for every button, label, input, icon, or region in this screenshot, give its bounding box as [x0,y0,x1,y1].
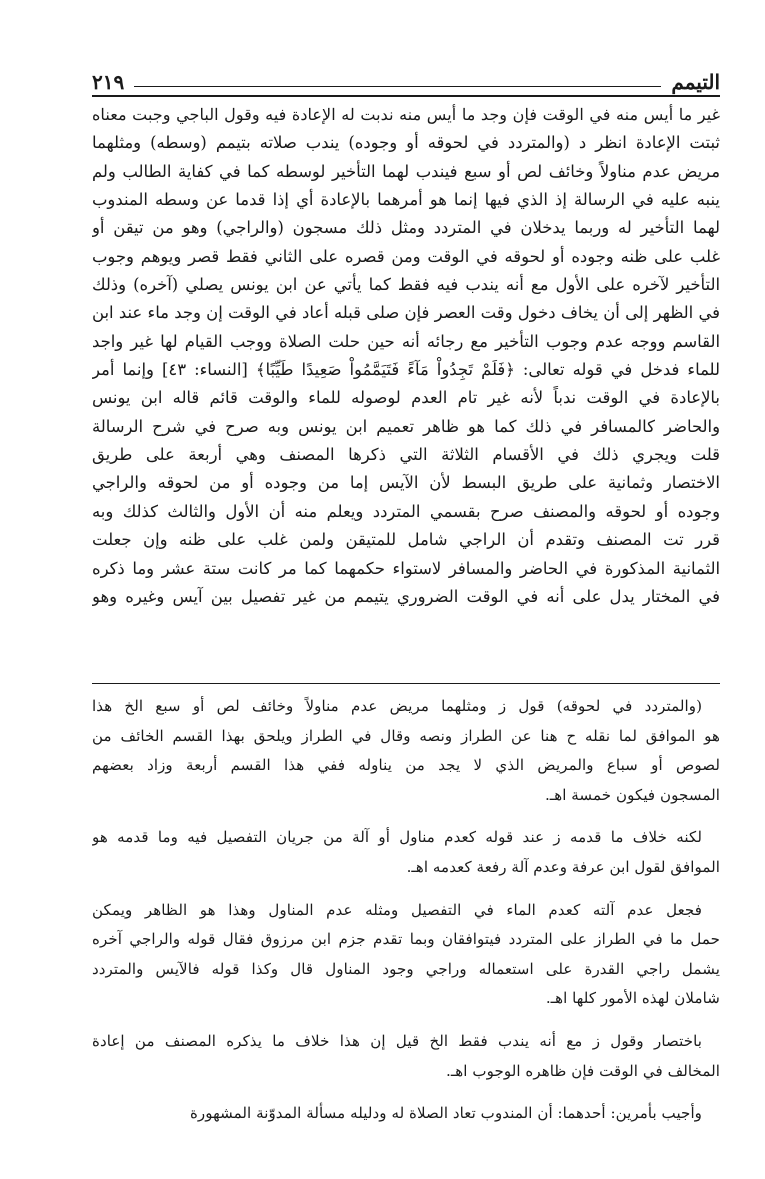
footnote-paragraph [92,692,720,810]
footnote-paragraph [92,1027,720,1086]
main-text-line: والحاضر كالمسافر في ذلك كما هو ظاهر تعميم ابن يونس وبه صرح في شرح الرسالة [92,416,720,436]
main-text-line: في الظهر إلى أن يخاف دخول وقت العصر فإن صلى قبله أعاد في الوقت إن وجد ماء عند ابن [92,303,720,323]
footnote-line: هو الموافق لما نقله ح هنا عن الطراز ونصه وقال في الطراز ويلحق بهذا القسم الخائف من [92,726,720,745]
main-text-line: القاسم ووجه عدم وجوب التأخير مع رجائه أنه حين حلت الصلاة ووجب القيام لها غير واجد [92,331,720,351]
footnote-separator [92,683,720,684]
main-text-line: غير ما أيس منه في الوقت فإن وجد ما أيس منه ندبت له الإعادة فيه وقول الباجي وجبت معناه [92,105,720,124]
main-text-line: ينبه عليه في الرسالة إذ الذي فيها إنما هو أمرهما بالإعادة أي إذا قدما عن وسطه المندوب [92,190,720,210]
footnote-line: شاملان لهذه الأمور كلها اهـ. [545,989,720,1008]
footnote-paragraph [92,823,720,882]
footnote-line: الموافق لقول ابن عرفة وعدم آلة رفعة كعدمه اهـ. [406,857,720,876]
footnote-line: المخالف في الوقت فإن ظاهره الوجوب اهـ. [446,1061,720,1080]
footnote-line: يشمل راجي القدرة على استعماله وراجي وجود المناول قال وكذا قوله فالآيس والمتردد [92,959,720,978]
main-text-line: للماء فدخل في قوله تعالى: ﴿فَلَمْ تَجِدُواْ مَآءً فَتَيَمَّمُواْ صَعِيدًا طَيِّبًا﴾ [النساء: ٤٣] وإنما أمر [92,360,720,380]
header-rule [134,86,661,87]
main-text-line: ثبتت الإعادة انظر د (والمتردد في لحوقه أو وجوده) يندب صلاته بتيمم (وسطه) ومثلهما [92,133,720,153]
page-number: ٢١٩ [92,70,125,94]
main-text-line: الاختصار وثمانية على طريق البسط لأن الآيس إما من وجوده أو من لحوقه والراجي [92,473,720,493]
footnote-line: لكنه خلاف ما قدمه ز عند قوله كعدم مناول أو آلة من جريان التفصيل فيه وما قدمه هو [92,828,702,847]
running-title: التيمم [671,70,720,94]
main-text-line: غلب على ظنه وجوده أو لحوقه في الوقت ومن قصره على الثاني فقط قصر ويوهم وجوب [92,246,720,266]
footnote-paragraph [92,896,720,1014]
footnote-line: وأجيب بأمرين: أحدهما: أن المندوب تعاد الصلاة له ودليله مسألة المدوّنة المشهورة [189,1104,702,1123]
footnote-line: حمل ما في الطراز على المتردد فيتوافقان وبما تقدم جزم ابن مرزوق فقال قوله والراجي آخره [92,930,720,949]
main-text-line: قلت ويجري ذلك في الأقسام الثلاثة التي ذكرها المصنف وهي أربعة على طريق [92,445,720,465]
main-body-text [92,101,720,611]
page-header [92,58,720,92]
footnote-line: المسجون فيكون خمسة اهـ. [544,785,720,804]
footnotes [92,692,720,1142]
main-text-line: التأخير لآخره على الأول مع أنه يندب فيه فقط كما يأتي عن ابن يونس يصلي (آخره) وذلك [92,275,720,295]
main-text-line: في المختار يدل على أنه في الوقت الضروري يتيمم من غير تفصيل بين آيس وغيره وهو [92,586,720,606]
main-text-line: لهما التأخير له وربما يدخلان في المتردد ومثل ذلك مسجون (والراجي) وهو من تيقن أو [92,218,720,238]
footnote-line: باختصار وقول ز مع أنه يندب فقط الخ قيل إن هذا خلاف ما يذكره المصنف من إعادة [92,1031,702,1050]
footnote-line: لصوص أو سباع والمريض الذي لا يجد من يناوله ففي هذا القسم أربعة وزاد بعضهم [92,756,720,775]
main-text-line: وجوده أو لحوقه والمصنف صرح بقسمي المتردد ويعلم منه أن الأول والثالث كذلك وبه [92,501,720,521]
main-text-line: قرر تت المصنف وتقدم أن الراجي شامل للمتيقن ولمن غلب على ظنه وإن جعلت [92,530,720,550]
header-divider [92,95,720,100]
main-text-line: الثمانية المذكورة في الحاضر والمسافر لاستواء حكمهما كما مر كانت ستة عشر وما ذكره [92,558,720,578]
main-text-line: بالإعادة في الوقت ندباً لأنه غير تام العدم لوصوله للماء والوقت قائم قاله ابن يونس [92,388,720,408]
footnote-line: فجعل عدم آلته كعدم الماء في التفصيل ومثله عدم المناول وهذا هو الظاهر ويمكن [92,900,702,919]
footnote-line: (والمتردد في لحوقه) قول ز ومثلهما مريض عدم مناولاً وخائف لص أو سبع الخ هذا [92,697,702,715]
main-text-line: مريض عدم مناولاً وخائف لص أو سبع فيندب لهما التأخير لوسطه كما في كفاية الطالب ولم [92,161,720,181]
footnote-paragraph [92,1099,720,1129]
